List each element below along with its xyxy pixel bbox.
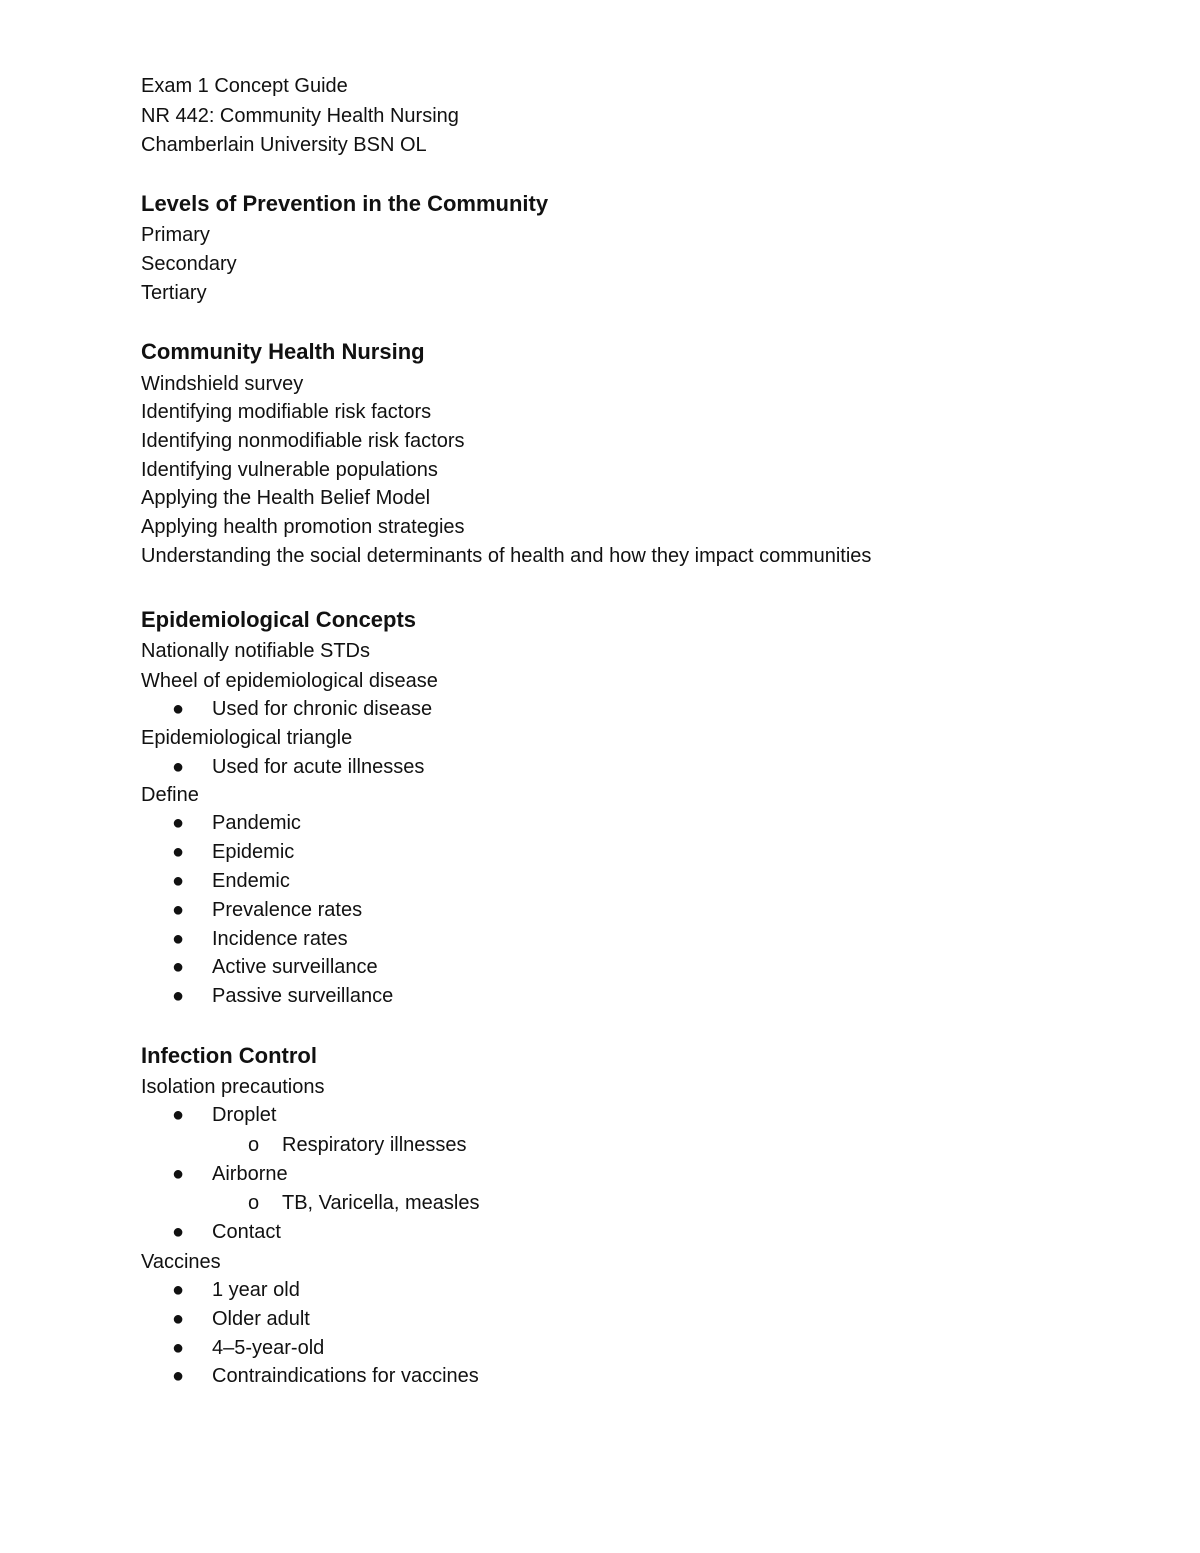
bullet-icon: ● bbox=[172, 1308, 185, 1330]
list-item: Identifying vulnerable populations bbox=[141, 459, 438, 481]
bullet-item: 1 year old bbox=[212, 1279, 300, 1301]
course-name: NR 442: Community Health Nursing bbox=[141, 105, 459, 127]
bullet-item: Contraindications for vaccines bbox=[212, 1365, 479, 1387]
bullet-item: Contact bbox=[212, 1221, 281, 1243]
bullet-icon: ● bbox=[172, 870, 185, 892]
section-heading-epidemiology: Epidemiological Concepts bbox=[141, 607, 417, 632]
bullet-item: Active surveillance bbox=[212, 956, 378, 978]
list-item: Define bbox=[141, 784, 199, 806]
list-item: Epidemiological triangle bbox=[141, 727, 353, 749]
bullet-icon: ● bbox=[172, 985, 185, 1007]
list-item: Tertiary bbox=[141, 282, 207, 304]
bullet-item: Incidence rates bbox=[212, 928, 348, 950]
bullet-icon: ● bbox=[172, 928, 185, 950]
bullet-icon: ● bbox=[172, 1163, 185, 1185]
bullet-item: Droplet bbox=[212, 1104, 277, 1126]
bullet-item: Airborne bbox=[212, 1163, 288, 1185]
list-item: Vaccines bbox=[141, 1251, 221, 1273]
bullet-item: Used for acute illnesses bbox=[212, 756, 425, 778]
section-heading-infection: Infection Control bbox=[141, 1043, 317, 1068]
list-item: Primary bbox=[141, 224, 210, 246]
bullet-icon: ● bbox=[172, 841, 185, 863]
sub-bullet-icon: o bbox=[248, 1134, 260, 1156]
list-item: Isolation precautions bbox=[141, 1076, 325, 1098]
document-title: Exam 1 Concept Guide bbox=[141, 75, 348, 97]
bullet-item: Epidemic bbox=[212, 841, 295, 863]
bullet-item: Used for chronic disease bbox=[212, 698, 433, 720]
bullet-icon: ● bbox=[172, 1337, 185, 1359]
section-heading-prevention: Levels of Prevention in the Community bbox=[141, 191, 549, 216]
bullet-icon: ● bbox=[172, 812, 185, 834]
list-item: Windshield survey bbox=[141, 373, 304, 395]
sub-bullet-item: Respiratory illnesses bbox=[282, 1134, 467, 1156]
list-item: Understanding the social determinants of health and how they impact communities bbox=[141, 545, 872, 567]
sub-bullet-item: TB, Varicella, measles bbox=[282, 1192, 480, 1214]
section-heading-community: Community Health Nursing bbox=[141, 339, 425, 364]
list-item: Applying health promotion strategies bbox=[141, 516, 465, 538]
bullet-icon: ● bbox=[172, 1104, 185, 1126]
bullet-icon: ● bbox=[172, 1279, 185, 1301]
bullet-item: 4–5-year-old bbox=[212, 1337, 325, 1359]
list-item: Applying the Health Belief Model bbox=[141, 487, 431, 509]
list-item: Identifying modifiable risk factors bbox=[141, 401, 432, 423]
institution-name: Chamberlain University BSN OL bbox=[141, 134, 427, 156]
bullet-item: Passive surveillance bbox=[212, 985, 394, 1007]
bullet-icon: ● bbox=[172, 1365, 185, 1387]
bullet-icon: ● bbox=[172, 1221, 185, 1243]
bullet-icon: ● bbox=[172, 756, 185, 778]
sub-bullet-icon: o bbox=[248, 1192, 260, 1214]
bullet-item: Prevalence rates bbox=[212, 899, 363, 921]
list-item: Wheel of epidemiological disease bbox=[141, 670, 438, 692]
bullet-icon: ● bbox=[172, 698, 185, 720]
bullet-item: Pandemic bbox=[212, 812, 301, 834]
list-item: Identifying nonmodifiable risk factors bbox=[141, 430, 465, 452]
bullet-item: Older adult bbox=[212, 1308, 310, 1330]
list-item: Secondary bbox=[141, 253, 237, 275]
list-item: Nationally notifiable STDs bbox=[141, 640, 370, 662]
bullet-icon: ● bbox=[172, 899, 185, 921]
bullet-item: Endemic bbox=[212, 870, 290, 892]
bullet-icon: ● bbox=[172, 956, 185, 978]
